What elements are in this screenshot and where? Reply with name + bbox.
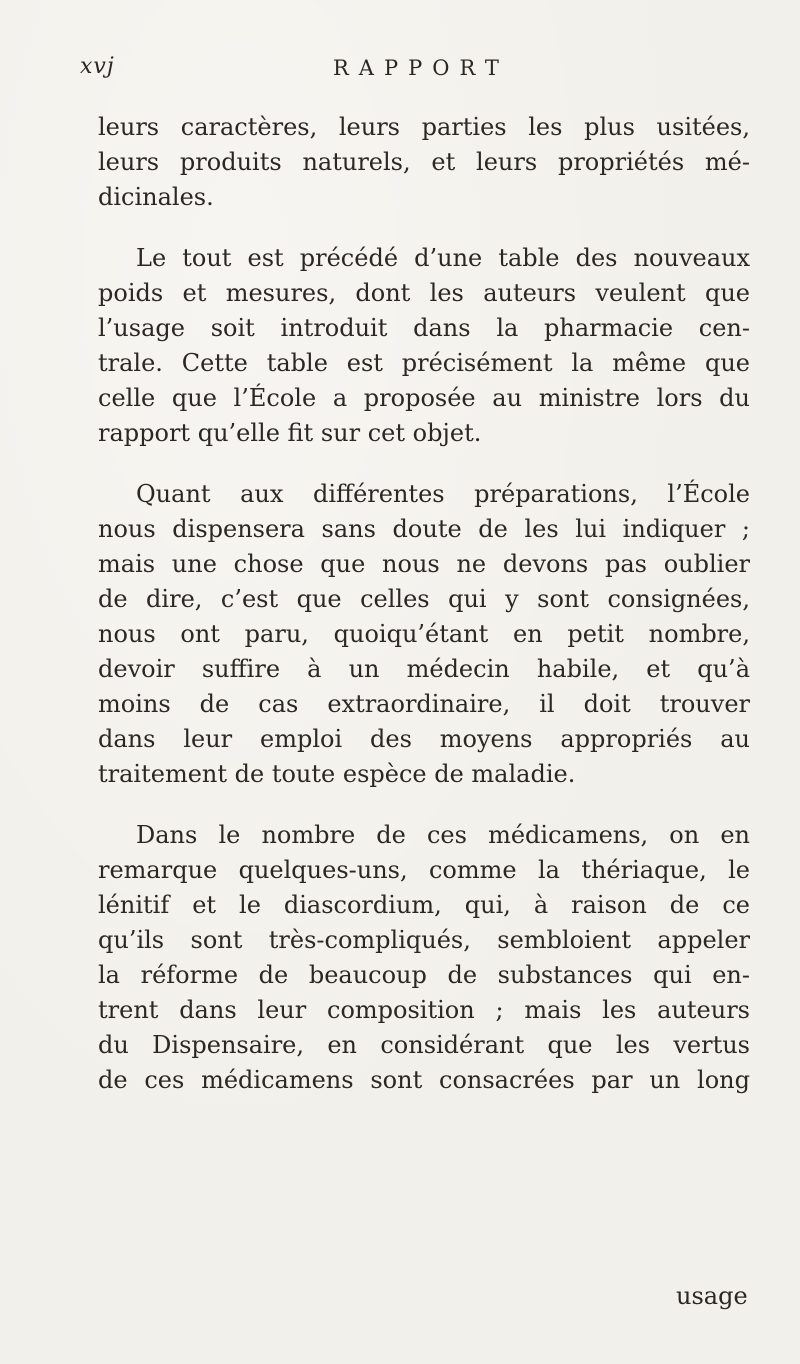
text-line: de ces médicamens sont consacrées par un long — [98, 1066, 750, 1094]
text-line: Le tout est précédé d’une table des nouveaux — [136, 244, 750, 272]
text-line: mais une chose que nous ne devons pas oublier — [98, 550, 750, 578]
paragraph — [98, 110, 750, 215]
text-line: devoir suffire à un médecin habile, et qu’à — [98, 655, 750, 683]
text-line: rapport qu’elle fit sur cet objet. — [98, 419, 482, 447]
page-number: xvj — [80, 54, 115, 79]
paragraph — [98, 477, 750, 792]
text-line: trale. Cette table est précisément la même que — [98, 349, 750, 377]
page-header — [80, 52, 740, 92]
text-line: leurs produits naturels, et leurs propriétés mé- — [98, 148, 750, 176]
text-line: du Dispensaire, en considérant que les vertus — [98, 1031, 750, 1059]
paragraph — [98, 241, 750, 451]
body-text — [98, 110, 750, 1124]
text-line: traitement de toute espèce de maladie. — [98, 760, 576, 788]
text-line: remarque quelques-uns, comme la thériaque, le — [98, 856, 750, 884]
text-line: de dire, c’est que celles qui y sont consignées, — [98, 585, 750, 613]
text-line: qu’ils sont très-compliqués, sembloient appeler — [98, 926, 750, 954]
text-line: leurs caractères, leurs parties les plus usitées, — [98, 113, 750, 141]
paragraph — [98, 818, 750, 1098]
text-line: nous ont paru, quoiqu’étant en petit nombre, — [98, 620, 750, 648]
text-line: dicinales. — [98, 183, 214, 211]
text-line: nous dispensera sans doute de les lui indiquer ; — [98, 515, 750, 543]
text-line: celle que l’École a proposée au ministre lors du — [98, 384, 750, 412]
text-line: poids et mesures, dont les auteurs veulent que — [98, 279, 750, 307]
text-line: lénitif et le diascordium, qui, à raison de ce — [98, 891, 750, 919]
text-line: dans leur emploi des moyens appropriés au — [98, 725, 750, 753]
text-line: trent dans leur composition ; mais les auteurs — [98, 996, 750, 1024]
text-line: l’usage soit introduit dans la pharmacie cen- — [98, 314, 750, 342]
catchword: usage — [676, 1282, 748, 1310]
text-line: Dans le nombre de ces médicamens, on en — [136, 821, 750, 849]
text-line: Quant aux différentes préparations, l’École — [136, 480, 750, 508]
text-line: la réforme de beaucoup de substances qui en- — [98, 961, 750, 989]
running-head: RAPPORT — [333, 56, 509, 80]
text-line: moins de cas extraordinaire, il doit trouver — [98, 690, 750, 718]
